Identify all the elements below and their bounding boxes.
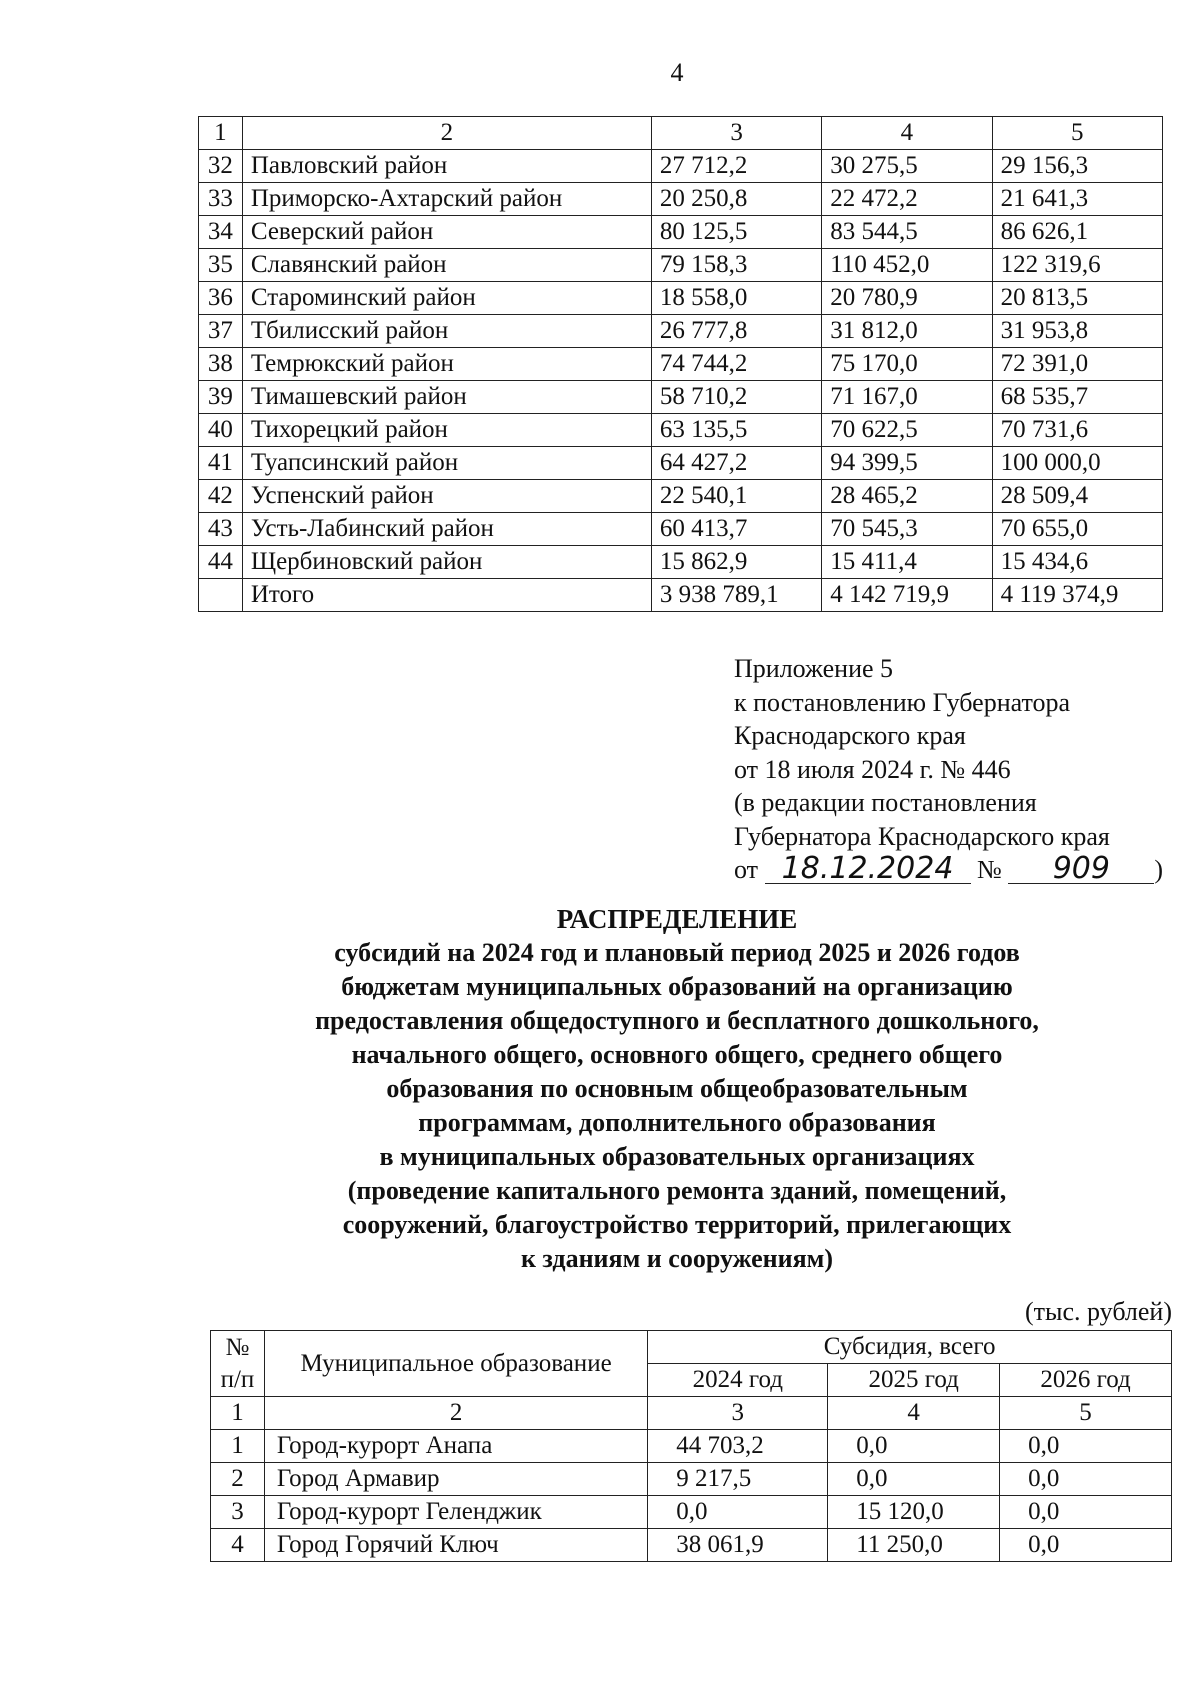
col-num-5: 5 — [1000, 1397, 1172, 1430]
col-num-1: 1 — [211, 1397, 265, 1430]
total-row — [199, 579, 1163, 612]
value-2026: 72 391,0 — [992, 348, 1162, 381]
row-number: 4 — [211, 1529, 265, 1562]
total-2024: 3 938 789,1 — [651, 579, 821, 612]
table-row — [199, 348, 1163, 381]
municipality-name: Успенский район — [242, 480, 651, 513]
table-row — [211, 1496, 1172, 1529]
value-2025: 11 250,0 — [828, 1529, 1000, 1562]
value-2025: 70 545,3 — [822, 513, 992, 546]
table2-header-row1 — [211, 1331, 1172, 1364]
municipality-name: Город Горячий Ключ — [264, 1529, 647, 1562]
col-header-group: Субсидия, всего — [648, 1331, 1172, 1364]
title-lines — [0, 936, 1200, 1276]
municipality-name: Щербиновский район — [242, 546, 651, 579]
col-num-3: 3 — [648, 1397, 828, 1430]
row-number: 44 — [199, 546, 243, 579]
table-row — [199, 447, 1163, 480]
value-2025: 110 452,0 — [822, 249, 992, 282]
municipality-name: Город-курорт Геленджик — [264, 1496, 647, 1529]
col-num-4: 4 — [828, 1397, 1000, 1430]
row-number: 39 — [199, 381, 243, 414]
table-row — [199, 315, 1163, 348]
title-heading: РАСПРЕДЕЛЕНИЕ — [556, 904, 798, 934]
value-2025: 15 411,4 — [822, 546, 992, 579]
value-2024: 63 135,5 — [651, 414, 821, 447]
table2-body — [211, 1331, 1172, 1562]
table-row — [199, 183, 1163, 216]
table-row — [211, 1430, 1172, 1463]
row-number: 32 — [199, 150, 243, 183]
title-line: сооружений, благоустройство территорий, прилегающих — [342, 1210, 1012, 1239]
row-number: 35 — [199, 249, 243, 282]
col-header-2024: 2024 год — [648, 1364, 828, 1397]
table-row — [199, 546, 1163, 579]
value-2024: 15 862,9 — [651, 546, 821, 579]
municipality-name: Славянский район — [242, 249, 651, 282]
municipality-name: Тимашевский район — [242, 381, 651, 414]
value-2025: 20 780,9 — [822, 282, 992, 315]
col-num-2: 2 — [264, 1397, 647, 1430]
value-2026: 21 641,3 — [992, 183, 1162, 216]
title-line: к зданиям и сооружениям) — [520, 1244, 834, 1273]
value-2025: 94 399,5 — [822, 447, 992, 480]
appendix-line: от 18 июля 2024 г. № 446 — [734, 754, 1011, 784]
value-2025: 28 465,2 — [822, 480, 992, 513]
municipality-name: Город Армавир — [264, 1463, 647, 1496]
value-2024: 60 413,7 — [651, 513, 821, 546]
value-2025: 22 472,2 — [822, 183, 992, 216]
subsidy-table-continued — [198, 116, 1163, 612]
col-num-4: 4 — [822, 117, 992, 150]
municipality-name: Приморско-Ахтарский район — [242, 183, 651, 216]
value-2026: 15 434,6 — [992, 546, 1162, 579]
value-2024: 26 777,8 — [651, 315, 821, 348]
appendix-block — [734, 652, 1163, 887]
appendix-line: к постановлению Губернатора — [734, 687, 1071, 717]
table2-column-numbering — [211, 1397, 1172, 1430]
value-2025: 75 170,0 — [822, 348, 992, 381]
subsidy-distribution-table — [210, 1330, 1172, 1562]
value-2026: 86 626,1 — [992, 216, 1162, 249]
table-row — [199, 249, 1163, 282]
title-line: образования по основным общеобразовательным — [386, 1074, 968, 1103]
table-row — [211, 1463, 1172, 1496]
row-number: 40 — [199, 414, 243, 447]
value-2025: 71 167,0 — [822, 381, 992, 414]
col-num-3: 3 — [651, 117, 821, 150]
value-2025: 0,0 — [828, 1430, 1000, 1463]
col-header-2025: 2025 год — [828, 1364, 1000, 1397]
row-number: 37 — [199, 315, 243, 348]
value-2024: 74 744,2 — [651, 348, 821, 381]
value-2026: 20 813,5 — [992, 282, 1162, 315]
row-number: 1 — [211, 1430, 265, 1463]
municipality-name: Тбилисский район — [242, 315, 651, 348]
table-row — [199, 216, 1163, 249]
document-title — [0, 902, 1200, 1276]
col-header-no — [211, 1331, 265, 1397]
row-number: 38 — [199, 348, 243, 381]
value-2024: 79 158,3 — [651, 249, 821, 282]
value-2025: 15 120,0 — [828, 1496, 1000, 1529]
value-2026: 28 509,4 — [992, 480, 1162, 513]
municipality-name: Город-курорт Анапа — [264, 1430, 647, 1463]
total-2025: 4 142 719,9 — [822, 579, 992, 612]
number-label: № — [977, 855, 1002, 884]
value-2025: 31 812,0 — [822, 315, 992, 348]
appendix-line: Приложение 5 — [734, 654, 894, 683]
page-number: 4 — [670, 58, 684, 87]
appendix-line: Губернатора Краснодарского края — [734, 821, 1110, 851]
value-2025: 83 544,5 — [822, 216, 992, 249]
municipality-name: Павловский район — [242, 150, 651, 183]
table-row — [199, 282, 1163, 315]
col-header-no-line2: п/п — [220, 1365, 255, 1393]
total-2026: 4 119 374,9 — [992, 579, 1162, 612]
title-line: бюджетам муниципальных образований на организацию — [341, 972, 1013, 1001]
col-num-1: 1 — [199, 117, 243, 150]
value-2024: 22 540,1 — [651, 480, 821, 513]
value-2026: 0,0 — [1000, 1529, 1172, 1562]
title-line: (проведение капитального ремонта зданий, помещений, — [347, 1176, 1007, 1205]
table-row — [199, 381, 1163, 414]
value-2024: 0,0 — [648, 1496, 828, 1529]
table-row — [199, 513, 1163, 546]
row-number: 34 — [199, 216, 243, 249]
municipality-name: Темрюкский район — [242, 348, 651, 381]
total-label: Итого — [242, 579, 651, 612]
table-row — [211, 1529, 1172, 1562]
value-2024: 64 427,2 — [651, 447, 821, 480]
appendix-signature-line — [734, 853, 1163, 887]
from-label: от — [734, 855, 759, 884]
total-empty-cell — [199, 579, 243, 612]
value-2026: 0,0 — [1000, 1463, 1172, 1496]
table1-column-numbering — [199, 117, 1163, 150]
value-2024: 38 061,9 — [648, 1529, 828, 1562]
row-number: 42 — [199, 480, 243, 513]
closing-paren: ) — [1154, 855, 1164, 884]
value-2024: 18 558,0 — [651, 282, 821, 315]
title-line: начального общего, основного общего, среднего общего — [351, 1040, 1003, 1069]
col-num-2: 2 — [242, 117, 651, 150]
value-2026: 70 655,0 — [992, 513, 1162, 546]
col-header-no-line1: № — [225, 1333, 250, 1361]
value-2024: 80 125,5 — [651, 216, 821, 249]
table-row — [199, 414, 1163, 447]
value-2026: 100 000,0 — [992, 447, 1162, 480]
appendix-line: Краснодарского края — [734, 721, 966, 750]
value-2024: 20 250,8 — [651, 183, 821, 216]
value-2026: 68 535,7 — [992, 381, 1162, 414]
value-2026: 29 156,3 — [992, 150, 1162, 183]
municipality-name: Староминский район — [242, 282, 651, 315]
col-header-2026: 2026 год — [1000, 1364, 1172, 1397]
municipality-name: Туапсинский район — [242, 447, 651, 480]
value-2026: 0,0 — [1000, 1496, 1172, 1529]
title-line: программам, дополнительного образования — [418, 1108, 936, 1137]
col-header-name: Муниципальное образование — [264, 1331, 647, 1397]
municipality-name: Усть-Лабинский район — [242, 513, 651, 546]
value-2026: 70 731,6 — [992, 414, 1162, 447]
municipality-name: Тихорецкий район — [242, 414, 651, 447]
value-2024: 9 217,5 — [648, 1463, 828, 1496]
value-2026: 0,0 — [1000, 1430, 1172, 1463]
row-number: 2 — [211, 1463, 265, 1496]
table-row — [199, 480, 1163, 513]
municipality-name: Северский район — [242, 216, 651, 249]
value-2025: 30 275,5 — [822, 150, 992, 183]
table1-body — [199, 117, 1163, 612]
value-2026: 122 319,6 — [992, 249, 1162, 282]
table-row — [199, 150, 1163, 183]
value-2025: 70 622,5 — [822, 414, 992, 447]
row-number: 3 — [211, 1496, 265, 1529]
title-line: предоставления общедоступного и бесплатного дошкольного, — [315, 1006, 1039, 1035]
row-number: 41 — [199, 447, 243, 480]
handwritten-number: 909 — [1008, 855, 1154, 884]
title-line: субсидий на 2024 год и плановый период 2025 и 2026 годов — [334, 938, 1020, 967]
units-label: (тыс. рублей) — [1024, 1297, 1172, 1326]
value-2026: 31 953,8 — [992, 315, 1162, 348]
appendix-line: (в редакции постановления — [734, 788, 1037, 817]
value-2024: 58 710,2 — [651, 381, 821, 414]
value-2024: 44 703,2 — [648, 1430, 828, 1463]
title-line: в муниципальных образовательных организациях — [379, 1142, 975, 1171]
row-number: 36 — [199, 282, 243, 315]
row-number: 43 — [199, 513, 243, 546]
row-number: 33 — [199, 183, 243, 216]
value-2024: 27 712,2 — [651, 150, 821, 183]
handwritten-date: 18.12.2024 — [765, 855, 971, 884]
value-2025: 0,0 — [828, 1463, 1000, 1496]
col-num-5: 5 — [992, 117, 1162, 150]
